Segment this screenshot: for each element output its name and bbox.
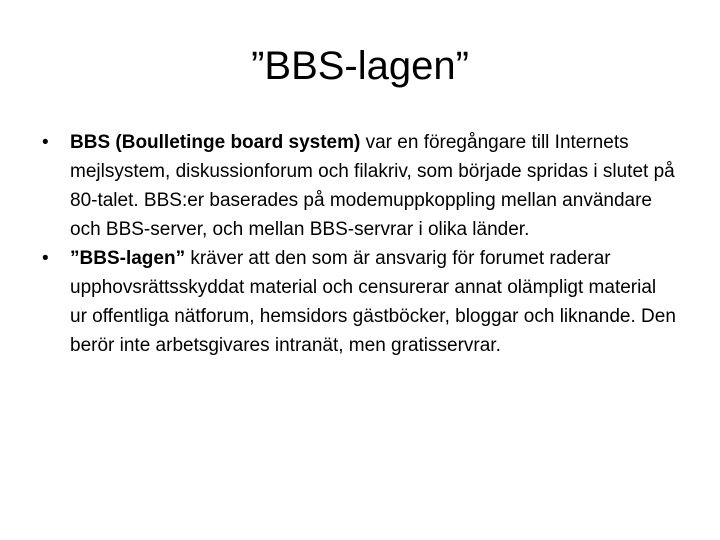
slide-title: ”BBS-lagen” — [251, 44, 469, 88]
bullet-term: ”BBS-lagen” — [70, 248, 186, 269]
bullet-marker: • — [42, 132, 49, 153]
bullet-term: BBS (Boulletinge board system) — [70, 132, 361, 153]
bullet-marker: • — [42, 248, 49, 269]
bullet-list — [36, 128, 676, 360]
bullet-item-bbs-lagen — [36, 244, 676, 360]
bullet-item-bbs — [36, 128, 676, 244]
bullet-text: kräver att den som är ansvarig för forumet raderar upphovsrättsskyddat material och censurerar annat olämpligt material ur offentliga nätforum, hemsidors gästböcker, bloggar och liknande. Den berör inte arbetsgivares intranät, men gratisservrar. — [70, 248, 676, 356]
bullet-text: var en föregångare till Internets mejlsystem, diskussionforum och filakriv, som började spridas i slutet på 80-talet. BBS:er baserades på modemuppkoppling mellan användare och BBS-server, och mellan BBS-servrar i olika länder. — [70, 132, 675, 240]
